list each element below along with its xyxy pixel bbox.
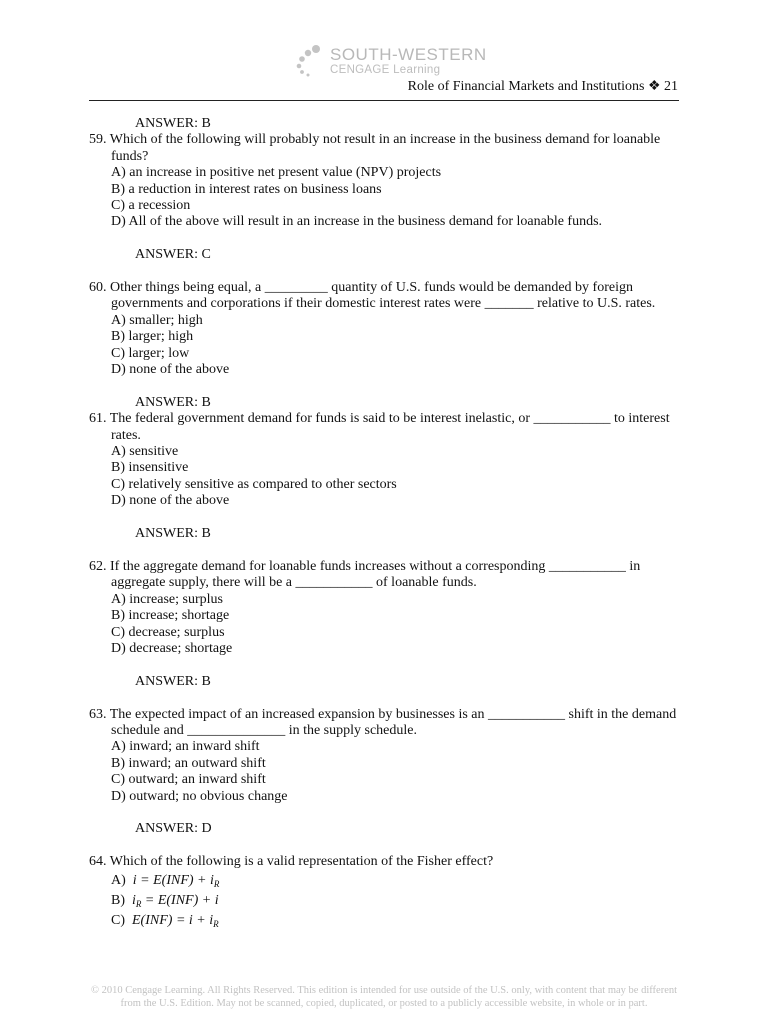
- option-list: [89, 871, 679, 931]
- question-body: If the aggregate demand for loanable funds increases without a corresponding ___________ in aggregate supply, there will be a ___________ of loanable funds.: [110, 558, 641, 591]
- answer-key: ANSWER: C: [135, 247, 211, 263]
- formula-lhs: E(INF): [132, 912, 173, 928]
- answer-option: B) insensitive: [111, 460, 189, 476]
- answer-option: D) All of the above will result in an increase in the business demand for loanable funds.: [111, 214, 603, 230]
- question-text: [89, 280, 679, 313]
- formula-subscript: R: [135, 898, 142, 909]
- formula-subscript: R: [213, 918, 219, 929]
- question-number: 60.: [89, 280, 107, 296]
- answer-option: B) a reduction in interest rates on business loans: [111, 181, 382, 197]
- option-letter: C): [111, 912, 125, 928]
- answer-key: ANSWER: B: [135, 673, 211, 689]
- answer-key: ANSWER: B: [135, 526, 211, 542]
- answer-option: A) an increase in positive net present value (NPV) projects: [111, 165, 442, 181]
- question-body: Which of the following will probably not result in an increase in the business demand for loanable funds?: [109, 132, 661, 164]
- answer-option: B) increase; shortage: [111, 608, 230, 624]
- publisher-name: SOUTH-WESTERN: [330, 45, 487, 64]
- header-rule: [89, 100, 679, 101]
- option-list: [89, 165, 679, 231]
- answer-option: C) larger; low: [111, 345, 190, 361]
- ornament-icon: ❖: [647, 79, 661, 94]
- option-letter: A): [111, 872, 126, 888]
- formula-lhs: i: [132, 892, 136, 908]
- question-body: Which of the following is a valid representation of the Fisher effect?: [109, 854, 494, 870]
- running-head: [408, 78, 678, 95]
- answer-option: D) none of the above: [111, 362, 230, 378]
- answer-option: C) relatively sensitive as compared to other sectors: [111, 476, 397, 492]
- question-text: [89, 854, 679, 870]
- question-number: 64.: [89, 854, 107, 870]
- question-number: 59.: [89, 132, 107, 148]
- question-61: [89, 411, 679, 542]
- question-text: [89, 559, 679, 592]
- question-59: [89, 132, 679, 263]
- formula-rhs: = E(INF) + i: [136, 872, 214, 888]
- publisher-logo: [294, 44, 494, 80]
- question-list: [89, 116, 679, 931]
- option-list: [89, 444, 679, 510]
- answer-option: A) increase; surplus: [111, 591, 223, 607]
- answer-option: D) decrease; shortage: [111, 640, 233, 656]
- previous-answer: ANSWER: B: [135, 116, 211, 131]
- question-body: Other things being equal, a _________ quantity of U.S. funds would be demanded by foreign governments and corporations if their domestic interest rates were _______ relative to U.S. rates.: [110, 280, 656, 312]
- running-title: Role of Financial Markets and Institutions: [407, 79, 645, 94]
- question-number: 61.: [89, 411, 107, 427]
- answer-option: D) none of the above: [111, 493, 230, 509]
- answer-option: B) larger; high: [111, 329, 194, 345]
- answer-option: A) sensitive: [111, 444, 179, 460]
- option-list: [89, 739, 679, 805]
- question-body: The federal government demand for funds is said to be interest inelastic, or ___________ to interest rates.: [109, 411, 670, 443]
- question-text: [89, 707, 679, 740]
- question-number: 63.: [89, 706, 107, 722]
- answer-option: A) smaller; high: [111, 312, 203, 328]
- question-63: [89, 707, 679, 838]
- copyright-footer: © 2010 Cengage Learning. All Rights Reserved. This edition is intended for use outside of the U.S. only, with content that may be different from the U.S. Edition. May not be scanned, copied, duplicated, or posted to a publicly accessible website, in whole or in part.: [90, 985, 678, 1009]
- question-body: The expected impact of an increased expansion by businesses is an ___________ shift in the demand schedule and ______________ in the supply schedule.: [109, 706, 677, 738]
- question-number: 62.: [89, 558, 107, 574]
- answer-option: C) a recession: [111, 198, 191, 214]
- questions: [89, 132, 679, 837]
- cengage-logo-icon: [294, 44, 324, 78]
- question-60: [89, 280, 679, 411]
- option-list: [89, 592, 679, 658]
- option-list: [89, 313, 679, 379]
- answer-option: C) outward; an inward shift: [111, 772, 266, 788]
- formula-option: [111, 911, 679, 931]
- question-text: [89, 411, 679, 444]
- answer-option: D) outward; no obvious change: [111, 788, 288, 804]
- answer-option: B) inward; an outward shift: [111, 755, 266, 771]
- formula-subscript: R: [213, 878, 220, 889]
- formula-option: [111, 891, 679, 911]
- answer-key: ANSWER: B: [135, 394, 211, 410]
- formula-rhs: = E(INF) + i: [141, 892, 219, 908]
- page-number: 21: [664, 79, 678, 94]
- formula-lhs: i: [132, 872, 137, 888]
- formula-rhs: = i + i: [172, 912, 214, 928]
- option-letter: B): [111, 892, 125, 908]
- formula-option: [111, 871, 679, 891]
- answer-option: A) inward; an inward shift: [111, 739, 260, 755]
- answer-key: ANSWER: D: [135, 821, 212, 837]
- publisher-subname: CENGAGE Learning: [330, 64, 441, 76]
- question-62: [89, 559, 679, 690]
- question-64: [89, 854, 679, 930]
- answer-option: C) decrease; surplus: [111, 624, 225, 640]
- question-text: [89, 132, 679, 165]
